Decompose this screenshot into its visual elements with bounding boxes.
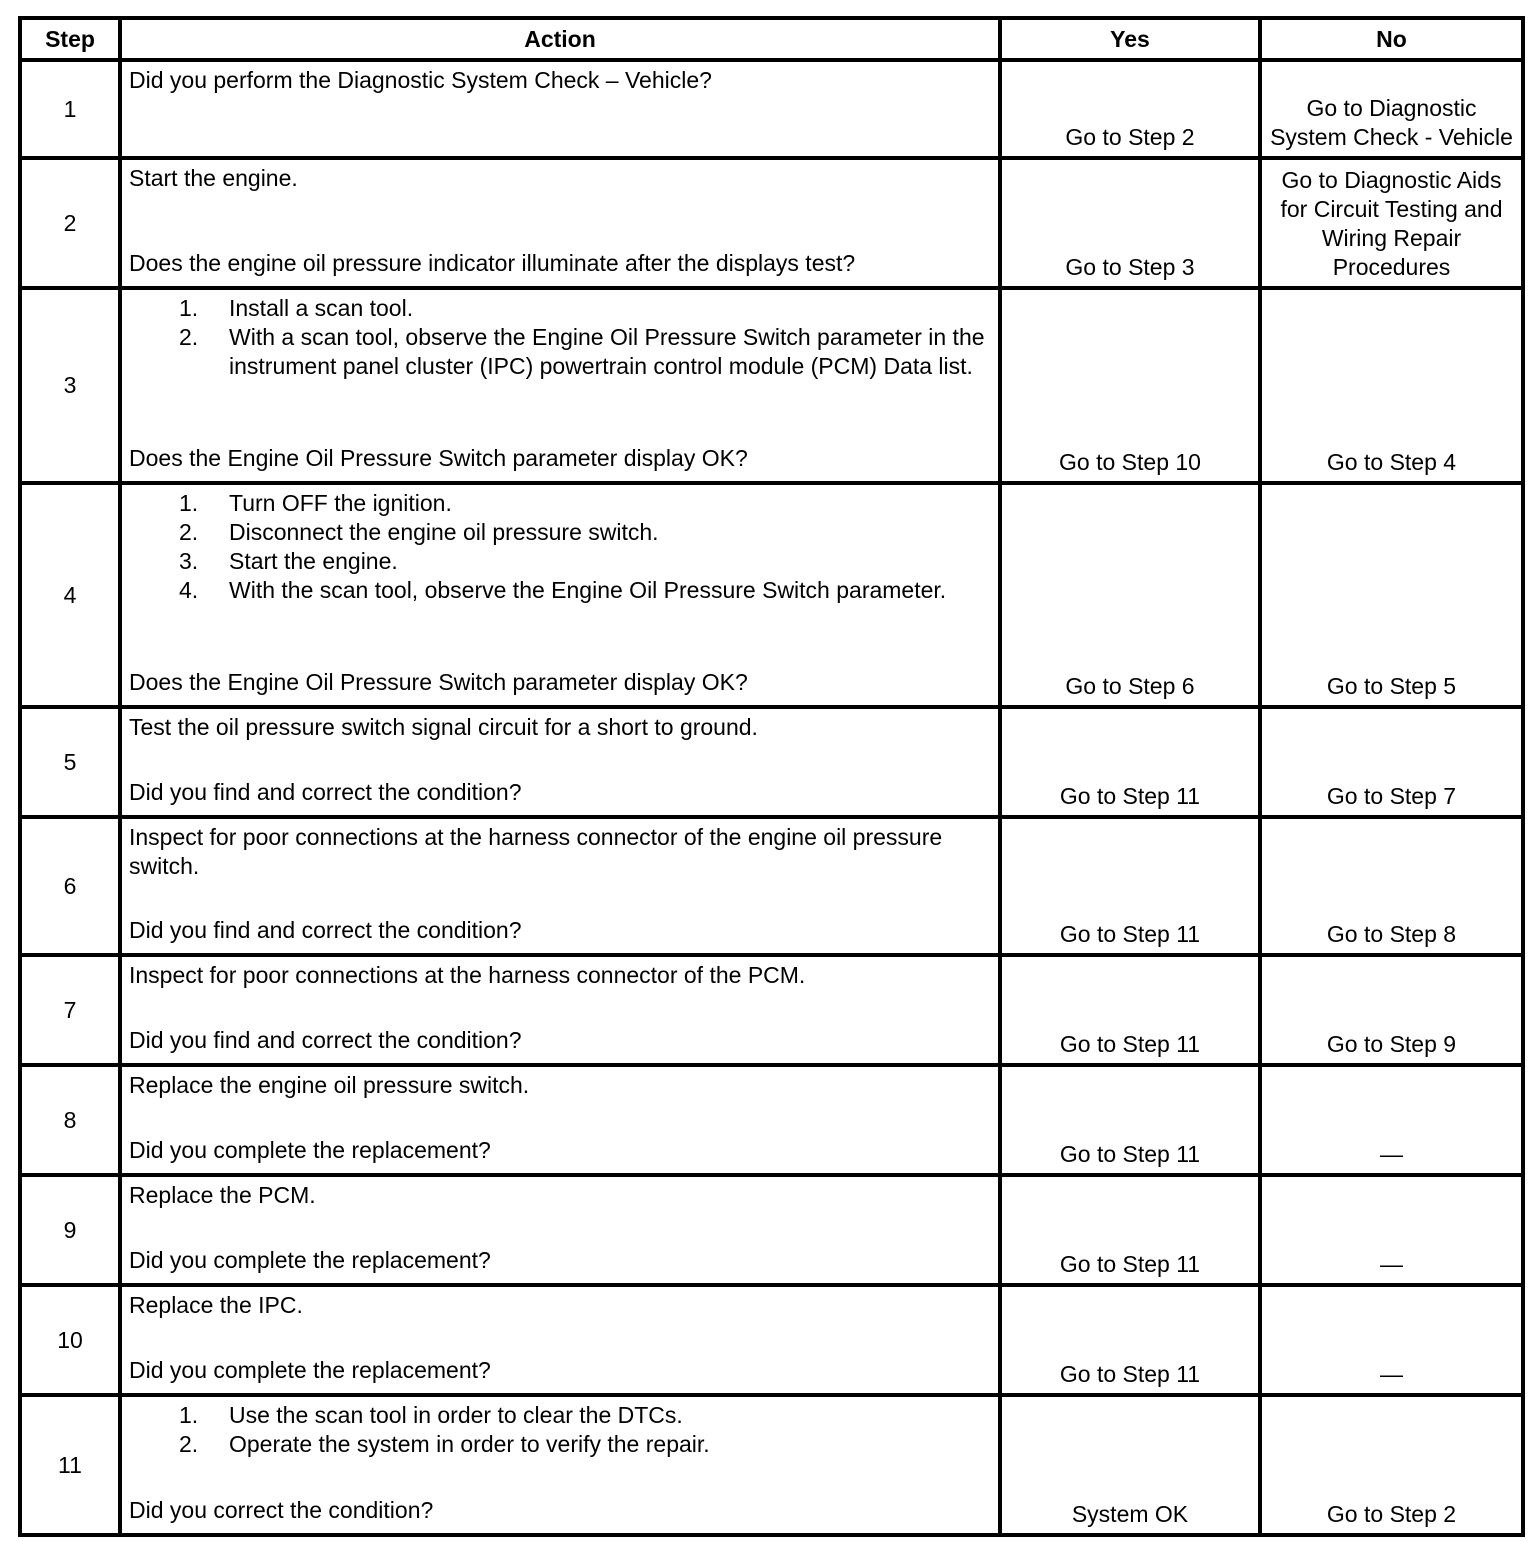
action-instruction: Test the oil pressure switch signal circuit for a short to ground. (129, 714, 758, 740)
header-step: Step (20, 18, 120, 60)
table-row (20, 1175, 1523, 1285)
header-action: Action (120, 18, 1000, 60)
list-item-text: Turn OFF the ignition. (229, 490, 452, 516)
step-number: 6 (20, 817, 120, 955)
table-row (20, 1065, 1523, 1175)
action-instruction: Replace the PCM. (129, 1182, 316, 1208)
action-cell (120, 60, 1000, 158)
table-row (20, 158, 1523, 288)
action-cell (120, 1285, 1000, 1395)
yes-result: Go to Step 11 (1000, 817, 1260, 955)
step-number: 8 (20, 1065, 120, 1175)
table-row (20, 817, 1523, 955)
action-cell (120, 955, 1000, 1065)
table-row (20, 955, 1523, 1065)
action-question: Did you complete the replacement? (129, 1357, 491, 1383)
list-item (129, 518, 990, 547)
list-item (129, 1401, 990, 1430)
yes-result: Go to Step 10 (1000, 288, 1260, 483)
action-question: Did you find and correct the condition? (129, 1027, 522, 1053)
action-question: Does the engine oil pressure indicator illuminate after the displays test? (129, 250, 856, 276)
step-number: 1 (20, 60, 120, 158)
list-item (129, 547, 990, 576)
step-number: 4 (20, 483, 120, 707)
action-question: Did you find and correct the condition? (129, 917, 522, 943)
list-item-number: 2. (179, 519, 199, 545)
diagnostic-table (18, 16, 1525, 1537)
list-item-number: 1. (179, 1402, 199, 1428)
action-instruction: Inspect for poor connections at the harness connector of the PCM. (129, 962, 806, 988)
no-result: Go to Step 8 (1260, 817, 1523, 955)
yes-result: Go to Step 11 (1000, 1285, 1260, 1395)
step-number: 11 (20, 1395, 120, 1535)
table-row (20, 707, 1523, 817)
list-item-text: Operate the system in order to verify the repair. (229, 1431, 710, 1457)
no-result: — (1260, 1065, 1523, 1175)
header-no: No (1260, 18, 1523, 60)
list-item-number: 3. (179, 548, 199, 574)
yes-result: Go to Step 11 (1000, 955, 1260, 1065)
no-result: Go to Step 5 (1260, 483, 1523, 707)
no-result: Go to Step 9 (1260, 955, 1523, 1065)
no-result: Go to Step 2 (1260, 1395, 1523, 1535)
step-number: 7 (20, 955, 120, 1065)
yes-result: Go to Step 3 (1000, 158, 1260, 288)
no-result: — (1260, 1285, 1523, 1395)
list-item-number: 1. (179, 490, 199, 516)
list-item-text: With a scan tool, observe the Engine Oil Pressure Switch parameter in the instrument panel cluster (IPC) powertrain control module (PCM) Data list. (229, 324, 985, 379)
action-list (129, 489, 990, 605)
action-cell (120, 817, 1000, 955)
table-row (20, 288, 1523, 483)
action-question: Did you complete the replacement? (129, 1247, 491, 1273)
action-question: Does the Engine Oil Pressure Switch parameter display OK? (129, 669, 748, 695)
action-cell (120, 1065, 1000, 1175)
list-item-number: 2. (179, 1431, 199, 1457)
list-item (129, 294, 990, 323)
list-item (129, 489, 990, 518)
no-result: Go to Step 7 (1260, 707, 1523, 817)
action-question: Did you correct the condition? (129, 1497, 434, 1523)
action-cell (120, 707, 1000, 817)
header-row (20, 18, 1523, 60)
table-row (20, 60, 1523, 158)
step-number: 2 (20, 158, 120, 288)
list-item-text: Install a scan tool. (229, 295, 414, 321)
list-item-number: 2. (179, 324, 199, 350)
action-instruction: Replace the IPC. (129, 1292, 303, 1318)
table-row (20, 483, 1523, 707)
yes-result: Go to Step 2 (1000, 60, 1260, 158)
yes-result: Go to Step 11 (1000, 1065, 1260, 1175)
yes-result: Go to Step 6 (1000, 483, 1260, 707)
list-item-number: 1. (179, 295, 199, 321)
yes-result: Go to Step 11 (1000, 707, 1260, 817)
step-number: 10 (20, 1285, 120, 1395)
list-item-text: Disconnect the engine oil pressure switch. (229, 519, 659, 545)
action-list (129, 294, 990, 381)
list-item (129, 323, 990, 381)
action-cell (120, 483, 1000, 707)
action-question: Does the Engine Oil Pressure Switch parameter display OK? (129, 445, 748, 471)
action-cell (120, 158, 1000, 288)
action-instruction: Did you perform the Diagnostic System Check – Vehicle? (129, 67, 712, 93)
action-question: Did you complete the replacement? (129, 1137, 491, 1163)
action-cell (120, 1175, 1000, 1285)
no-result: — (1260, 1175, 1523, 1285)
no-result: Go to Diagnostic System Check - Vehicle (1260, 60, 1523, 158)
action-cell (120, 288, 1000, 483)
no-result: Go to Step 4 (1260, 288, 1523, 483)
action-list (129, 1401, 990, 1459)
action-cell (120, 1395, 1000, 1535)
action-question: Did you find and correct the condition? (129, 779, 522, 805)
action-instruction: Start the engine. (129, 165, 298, 191)
list-item-number: 4. (179, 577, 199, 603)
list-item-text: Use the scan tool in order to clear the DTCs. (229, 1402, 683, 1428)
yes-result: Go to Step 11 (1000, 1175, 1260, 1285)
step-number: 3 (20, 288, 120, 483)
list-item (129, 1430, 990, 1459)
yes-result: System OK (1000, 1395, 1260, 1535)
list-item-text: With the scan tool, observe the Engine Oil Pressure Switch parameter. (229, 577, 947, 603)
step-number: 5 (20, 707, 120, 817)
list-item (129, 576, 990, 605)
step-number: 9 (20, 1175, 120, 1285)
action-instruction: Replace the engine oil pressure switch. (129, 1072, 530, 1098)
header-yes: Yes (1000, 18, 1260, 60)
no-result: Go to Diagnostic Aids for Circuit Testing and Wiring Repair Procedures (1260, 158, 1523, 288)
table-row (20, 1395, 1523, 1535)
list-item-text: Start the engine. (229, 548, 398, 574)
table-row (20, 1285, 1523, 1395)
action-instruction: Inspect for poor connections at the harness connector of the engine oil pressure switch. (129, 824, 943, 879)
